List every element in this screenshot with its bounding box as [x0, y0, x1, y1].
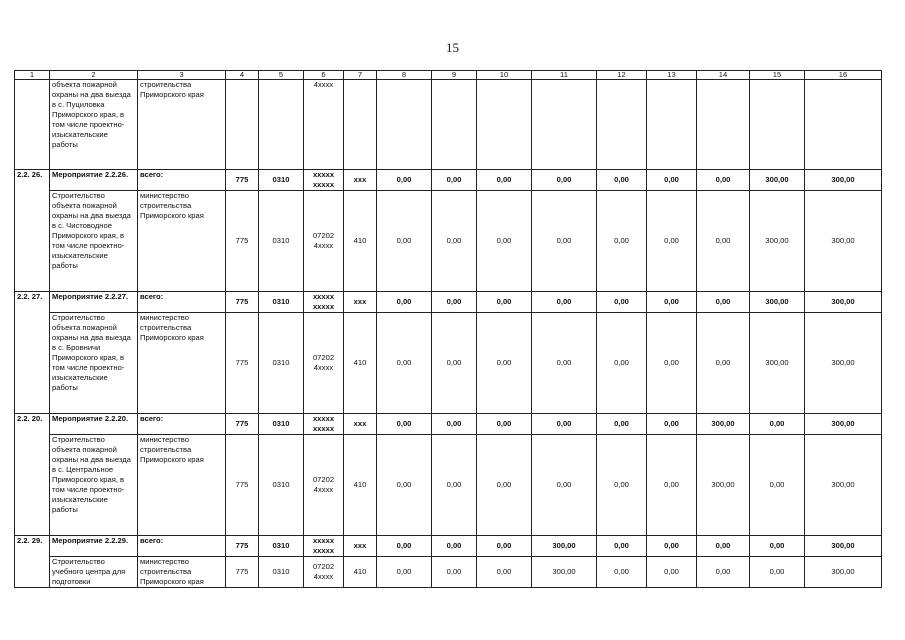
- amount-cell: 0,00: [532, 170, 597, 191]
- col-header: 11: [532, 71, 597, 80]
- amount-cell: 0,00: [377, 191, 432, 292]
- cell: 0310: [259, 191, 304, 292]
- measure-detail-row: [15, 557, 882, 588]
- amount-cell: 0,00: [432, 191, 477, 292]
- budget-code: ххххх ххххх: [304, 536, 344, 557]
- amount-cell: 0,00: [597, 536, 647, 557]
- cell: ххх: [344, 170, 377, 191]
- amount-cell: 0,00: [597, 170, 647, 191]
- continuation-row: [15, 80, 882, 170]
- amount-cell: 300,00: [750, 170, 805, 191]
- measure-number: 2.2. 29.: [15, 536, 50, 588]
- total-label: всего:: [138, 536, 226, 557]
- amount-cell: 0,00: [532, 435, 597, 536]
- cell: [226, 80, 259, 170]
- amount-cell: 300,00: [805, 191, 882, 292]
- measure-description: Строительство учебного центра для подготовки: [50, 557, 138, 588]
- header-row: [15, 71, 882, 80]
- cell: [15, 80, 50, 170]
- amount-cell: 0,00: [597, 292, 647, 313]
- cell: 775: [226, 414, 259, 435]
- amount-cell: 0,00: [477, 414, 532, 435]
- cell: 0310: [259, 557, 304, 588]
- amount-cell: 0,00: [377, 536, 432, 557]
- measure-total-row: [15, 414, 882, 435]
- measure-number: 2.2. 27.: [15, 292, 50, 414]
- col-header: 6: [304, 71, 344, 80]
- amount-cell: 0,00: [477, 435, 532, 536]
- cell: [477, 80, 532, 170]
- col-header: 5: [259, 71, 304, 80]
- total-label: всего:: [138, 292, 226, 313]
- amount-cell: 0,00: [432, 435, 477, 536]
- amount-cell: 0,00: [432, 536, 477, 557]
- amount-cell: 0,00: [477, 191, 532, 292]
- page-number: 15: [446, 40, 459, 55]
- amount-cell: 300,00: [805, 313, 882, 414]
- cell: [344, 80, 377, 170]
- measure-title: Мероприятие 2.2.27.: [50, 292, 138, 313]
- amount-cell: 0,00: [647, 435, 697, 536]
- cell: 0310: [259, 170, 304, 191]
- measure-number: 2.2. 26.: [15, 170, 50, 292]
- amount-cell: 300,00: [697, 435, 750, 536]
- budget-code: 07202 4хххх: [304, 557, 344, 588]
- col-header: 12: [597, 71, 647, 80]
- cell: 775: [226, 313, 259, 414]
- amount-cell: 0,00: [477, 557, 532, 588]
- cell: 410: [344, 435, 377, 536]
- amount-cell: 0,00: [597, 191, 647, 292]
- measure-total-row: [15, 292, 882, 313]
- cell: 0310: [259, 435, 304, 536]
- measure-title: Мероприятие 2.2.26.: [50, 170, 138, 191]
- measure-detail-row: [15, 313, 882, 414]
- amount-cell: 0,00: [477, 170, 532, 191]
- col-header: 16: [805, 71, 882, 80]
- measure-description: Строительство объекта пожарной охраны на два выезда в с. Чистоводное Приморского края, в том числе проектно-изыскательские работы: [50, 191, 138, 292]
- budget-code: 07202 4хххх: [304, 313, 344, 414]
- amount-cell: 0,00: [532, 292, 597, 313]
- executor: министерство строительства Приморского края: [138, 191, 226, 292]
- amount-cell: 0,00: [532, 191, 597, 292]
- amount-cell: 0,00: [647, 414, 697, 435]
- budget-code: 07202 4хххх: [304, 435, 344, 536]
- amount-cell: 300,00: [805, 170, 882, 191]
- amount-cell: 0,00: [750, 435, 805, 536]
- amount-cell: 0,00: [477, 536, 532, 557]
- budget-table: [14, 70, 882, 588]
- amount-cell: 300,00: [805, 435, 882, 536]
- measure-total-row: [15, 536, 882, 557]
- col-header: 8: [377, 71, 432, 80]
- amount-cell: 300,00: [750, 313, 805, 414]
- col-header: 9: [432, 71, 477, 80]
- amount-cell: 0,00: [432, 557, 477, 588]
- cell: [532, 80, 597, 170]
- amount-cell: 0,00: [750, 414, 805, 435]
- budget-code: ххххх ххххх: [304, 170, 344, 191]
- amount-cell: 0,00: [597, 557, 647, 588]
- col-header: 10: [477, 71, 532, 80]
- col-header: 7: [344, 71, 377, 80]
- executor: министерство строительства Приморского края: [138, 435, 226, 536]
- amount-cell: 0,00: [532, 313, 597, 414]
- col-header: 3: [138, 71, 226, 80]
- amount-cell: 300,00: [805, 414, 882, 435]
- total-label: всего:: [138, 414, 226, 435]
- cell: [697, 80, 750, 170]
- amount-cell: 0,00: [697, 536, 750, 557]
- budget-code: ххххх ххххх: [304, 292, 344, 313]
- amount-cell: 300,00: [750, 191, 805, 292]
- amount-cell: 0,00: [697, 557, 750, 588]
- amount-cell: 0,00: [647, 536, 697, 557]
- cell: 775: [226, 536, 259, 557]
- measure-title: Мероприятие 2.2.29.: [50, 536, 138, 557]
- cell: 410: [344, 557, 377, 588]
- amount-cell: 0,00: [432, 170, 477, 191]
- cell: [597, 80, 647, 170]
- total-label: всего:: [138, 170, 226, 191]
- amount-cell: 0,00: [377, 414, 432, 435]
- cell: [647, 80, 697, 170]
- amount-cell: 0,00: [532, 414, 597, 435]
- amount-cell: 0,00: [697, 170, 750, 191]
- amount-cell: 300,00: [805, 536, 882, 557]
- amount-cell: 0,00: [597, 435, 647, 536]
- measure-title: Мероприятие 2.2.20.: [50, 414, 138, 435]
- measure-detail-row: [15, 435, 882, 536]
- amount-cell: 0,00: [647, 170, 697, 191]
- col-header: 1: [15, 71, 50, 80]
- col-header: 15: [750, 71, 805, 80]
- amount-cell: 0,00: [647, 313, 697, 414]
- col-header: 14: [697, 71, 750, 80]
- measure-total-row: [15, 170, 882, 191]
- cell: 410: [344, 313, 377, 414]
- amount-cell: 0,00: [697, 313, 750, 414]
- cell: [805, 80, 882, 170]
- cell: [259, 80, 304, 170]
- cell: 775: [226, 170, 259, 191]
- cell: [750, 80, 805, 170]
- amount-cell: 0,00: [750, 536, 805, 557]
- amount-cell: 0,00: [647, 292, 697, 313]
- executor: строительства Приморского края: [138, 80, 226, 170]
- cell: 410: [344, 191, 377, 292]
- amount-cell: 300,00: [805, 292, 882, 313]
- amount-cell: 0,00: [750, 557, 805, 588]
- amount-cell: 0,00: [432, 292, 477, 313]
- col-header: 13: [647, 71, 697, 80]
- amount-cell: 0,00: [477, 313, 532, 414]
- cell: 775: [226, 435, 259, 536]
- amount-cell: 300,00: [750, 292, 805, 313]
- amount-cell: 300,00: [805, 557, 882, 588]
- amount-cell: 0,00: [477, 292, 532, 313]
- amount-cell: 0,00: [377, 435, 432, 536]
- amount-cell: 0,00: [647, 557, 697, 588]
- cell: [432, 80, 477, 170]
- measure-number: 2.2. 20.: [15, 414, 50, 536]
- cell: 0310: [259, 536, 304, 557]
- amount-cell: 0,00: [432, 414, 477, 435]
- amount-cell: 300,00: [697, 414, 750, 435]
- measure-description: Строительство объекта пожарной охраны на два выезда в с. Бровничи Приморского края, в том числе проектно-изыскательские работы: [50, 313, 138, 414]
- cell: 0310: [259, 292, 304, 313]
- budget-code: ххххх ххххх: [304, 414, 344, 435]
- amount-cell: 0,00: [377, 292, 432, 313]
- budget-code: 07202 4хххх: [304, 191, 344, 292]
- amount-cell: 0,00: [597, 313, 647, 414]
- amount-cell: 0,00: [377, 557, 432, 588]
- executor: министерство строительства Приморского края: [138, 557, 226, 588]
- measure-description: объекта пожарной охраны на два выезда в с. Пуциловка Приморского края, в том числе проектно-изыскательские работы: [50, 80, 138, 170]
- col-header: 4: [226, 71, 259, 80]
- cell: 0310: [259, 313, 304, 414]
- cell: 0310: [259, 414, 304, 435]
- amount-cell: 0,00: [377, 313, 432, 414]
- cell: 775: [226, 191, 259, 292]
- cell: 775: [226, 292, 259, 313]
- amount-cell: 0,00: [432, 313, 477, 414]
- amount-cell: 300,00: [532, 557, 597, 588]
- cell: ххх: [344, 414, 377, 435]
- cell: ххх: [344, 536, 377, 557]
- cell: [377, 80, 432, 170]
- cell: ххх: [344, 292, 377, 313]
- amount-cell: 0,00: [697, 292, 750, 313]
- executor: министерство строительства Приморского края: [138, 313, 226, 414]
- amount-cell: 0,00: [697, 191, 750, 292]
- col-header: 2: [50, 71, 138, 80]
- measure-description: Строительство объекта пожарной охраны на два выезда в с. Центральное Приморского края, в том числе проектно-изыскательские работы: [50, 435, 138, 536]
- amount-cell: 0,00: [377, 170, 432, 191]
- measure-detail-row: [15, 191, 882, 292]
- amount-cell: 0,00: [647, 191, 697, 292]
- cell: 775: [226, 557, 259, 588]
- amount-cell: 0,00: [597, 414, 647, 435]
- amount-cell: 300,00: [532, 536, 597, 557]
- budget-code: 4хххх: [304, 80, 344, 170]
